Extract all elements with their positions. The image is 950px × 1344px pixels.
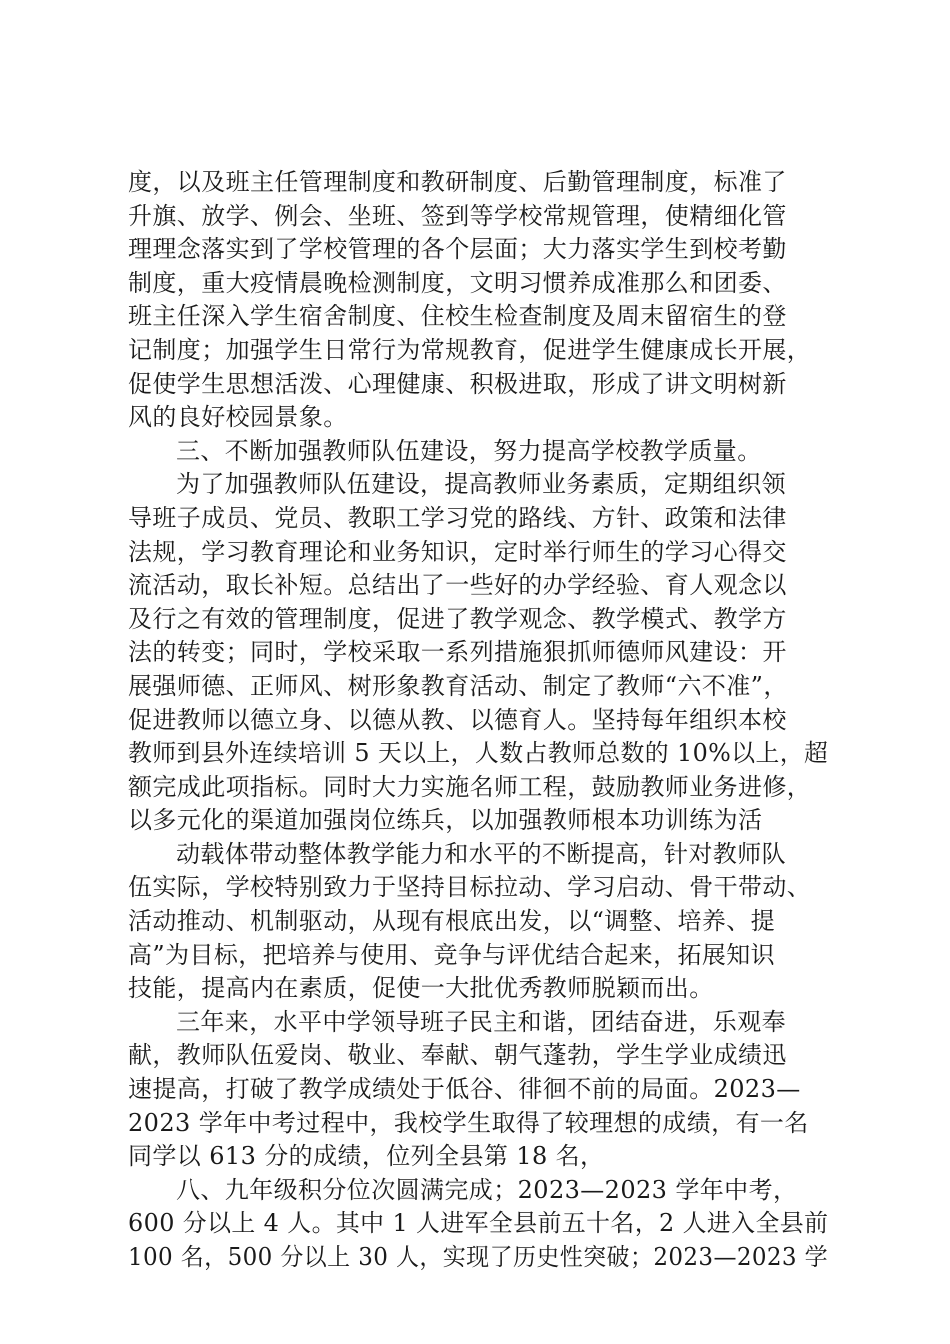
- text-line: 以多元化的渠道加强岗位练兵，以加强教师根本功训练为活: [128, 806, 763, 835]
- text-line: 动载体带动整体教学能力和水平的不断提高，针对教师队: [176, 839, 786, 868]
- text-line: 制度，重大疫情晨晚检测制度，文明习惯养成准那么和团委、: [128, 268, 787, 297]
- text-line: 100 名，500 分以上 30 人，实现了历史性突破；2023—2023 学: [128, 1243, 829, 1271]
- text-line: 高”为目标，把培养与使用、竞争与评优结合起来，拓展知识: [128, 940, 776, 969]
- text-line: 及行之有效的管理制度，促进了教学观念、教学模式、教学方: [128, 604, 787, 633]
- text-line: 献，教师队伍爱岗、敬业、奉献、朝气蓬勃，学生学业成绩迅: [128, 1041, 787, 1070]
- text-line: 同学以 613 分的成绩，位列全县第 18 名，: [128, 1142, 605, 1171]
- text-line: 600 分以上 4 人。其中 1 人进军全县前五十名，2 人进入全县前: [128, 1209, 829, 1238]
- text-line: 八、九年级积分位次圆满完成；2023—2023 学年中考，: [176, 1175, 798, 1204]
- text-line: 2023 学年中考过程中，我校学生取得了较理想的成绩，有一名: [128, 1108, 809, 1137]
- text-line: 记制度；加强学生日常行为常规教育，促进学生健康成长开展，: [128, 335, 812, 364]
- text-line: 速提高，打破了教学成绩处于低谷、徘徊不前的局面。2023—: [128, 1075, 801, 1104]
- text-line: 导班子成员、党员、教职工学习党的路线、方针、政策和法律: [128, 503, 787, 532]
- text-line: 班主任深入学生宿舍制度、住校生检查制度及周末留宿生的登: [128, 302, 787, 331]
- text-line: 展强师德、正师风、树形象教育活动、制定了教师“六不准”，: [128, 671, 788, 700]
- text-line: 技能，提高内在素质，促使一大批优秀教师脱颖而出。: [128, 974, 714, 1003]
- body-text: [128, 166, 828, 1275]
- text-line: 升旗、放学、例会、坐班、签到等学校常规管理，使精细化管: [128, 201, 787, 230]
- text-line: 促使学生思想活泼、心理健康、积极进取，形成了讲文明树新: [128, 369, 787, 398]
- text-line: 三、不断加强教师队伍建设，努力提高学校教学质量。: [176, 436, 762, 465]
- text-line: 三年来，水平中学领导班子民主和谐，团结奋进，乐观奉: [176, 1007, 786, 1036]
- text-line: 促进教师以德立身、以德从教、以德育人。坚持每年组织本校: [128, 705, 787, 734]
- text-line: 度，以及班主任管理制度和教研制度、后勤管理制度，标准了: [128, 168, 787, 196]
- text-line: 额完成此项指标。同时大力实施名师工程，鼓励教师业务进修，: [128, 772, 812, 801]
- text-line: 流活动，取长补短。总结出了一些好的办学经验、育人观念以: [128, 571, 787, 600]
- text-line: 法的转变；同时，学校采取一系列措施狠抓师德师风建设：开: [128, 638, 787, 667]
- text-line: 为了加强教师队伍建设，提高教师业务素质，定期组织领: [176, 470, 786, 499]
- text-line: 伍实际，学校特别致力于坚持目标拉动、学习启动、骨干带动、: [128, 873, 812, 902]
- text-line: 教师到县外连续培训 5 天以上，人数占教师总数的 10%以上，超: [128, 739, 829, 768]
- text-line: 风的良好校园景象。: [128, 403, 348, 432]
- text-line: 活动推动、机制驱动，从现有根底出发，以“调整、培养、提: [128, 907, 776, 936]
- text-line: 法规，学习教育理论和业务知识，定时举行师生的学习心得交: [128, 537, 787, 566]
- text-line: 理理念落实到了学校管理的各个层面；大力落实学生到校考勤: [128, 235, 787, 264]
